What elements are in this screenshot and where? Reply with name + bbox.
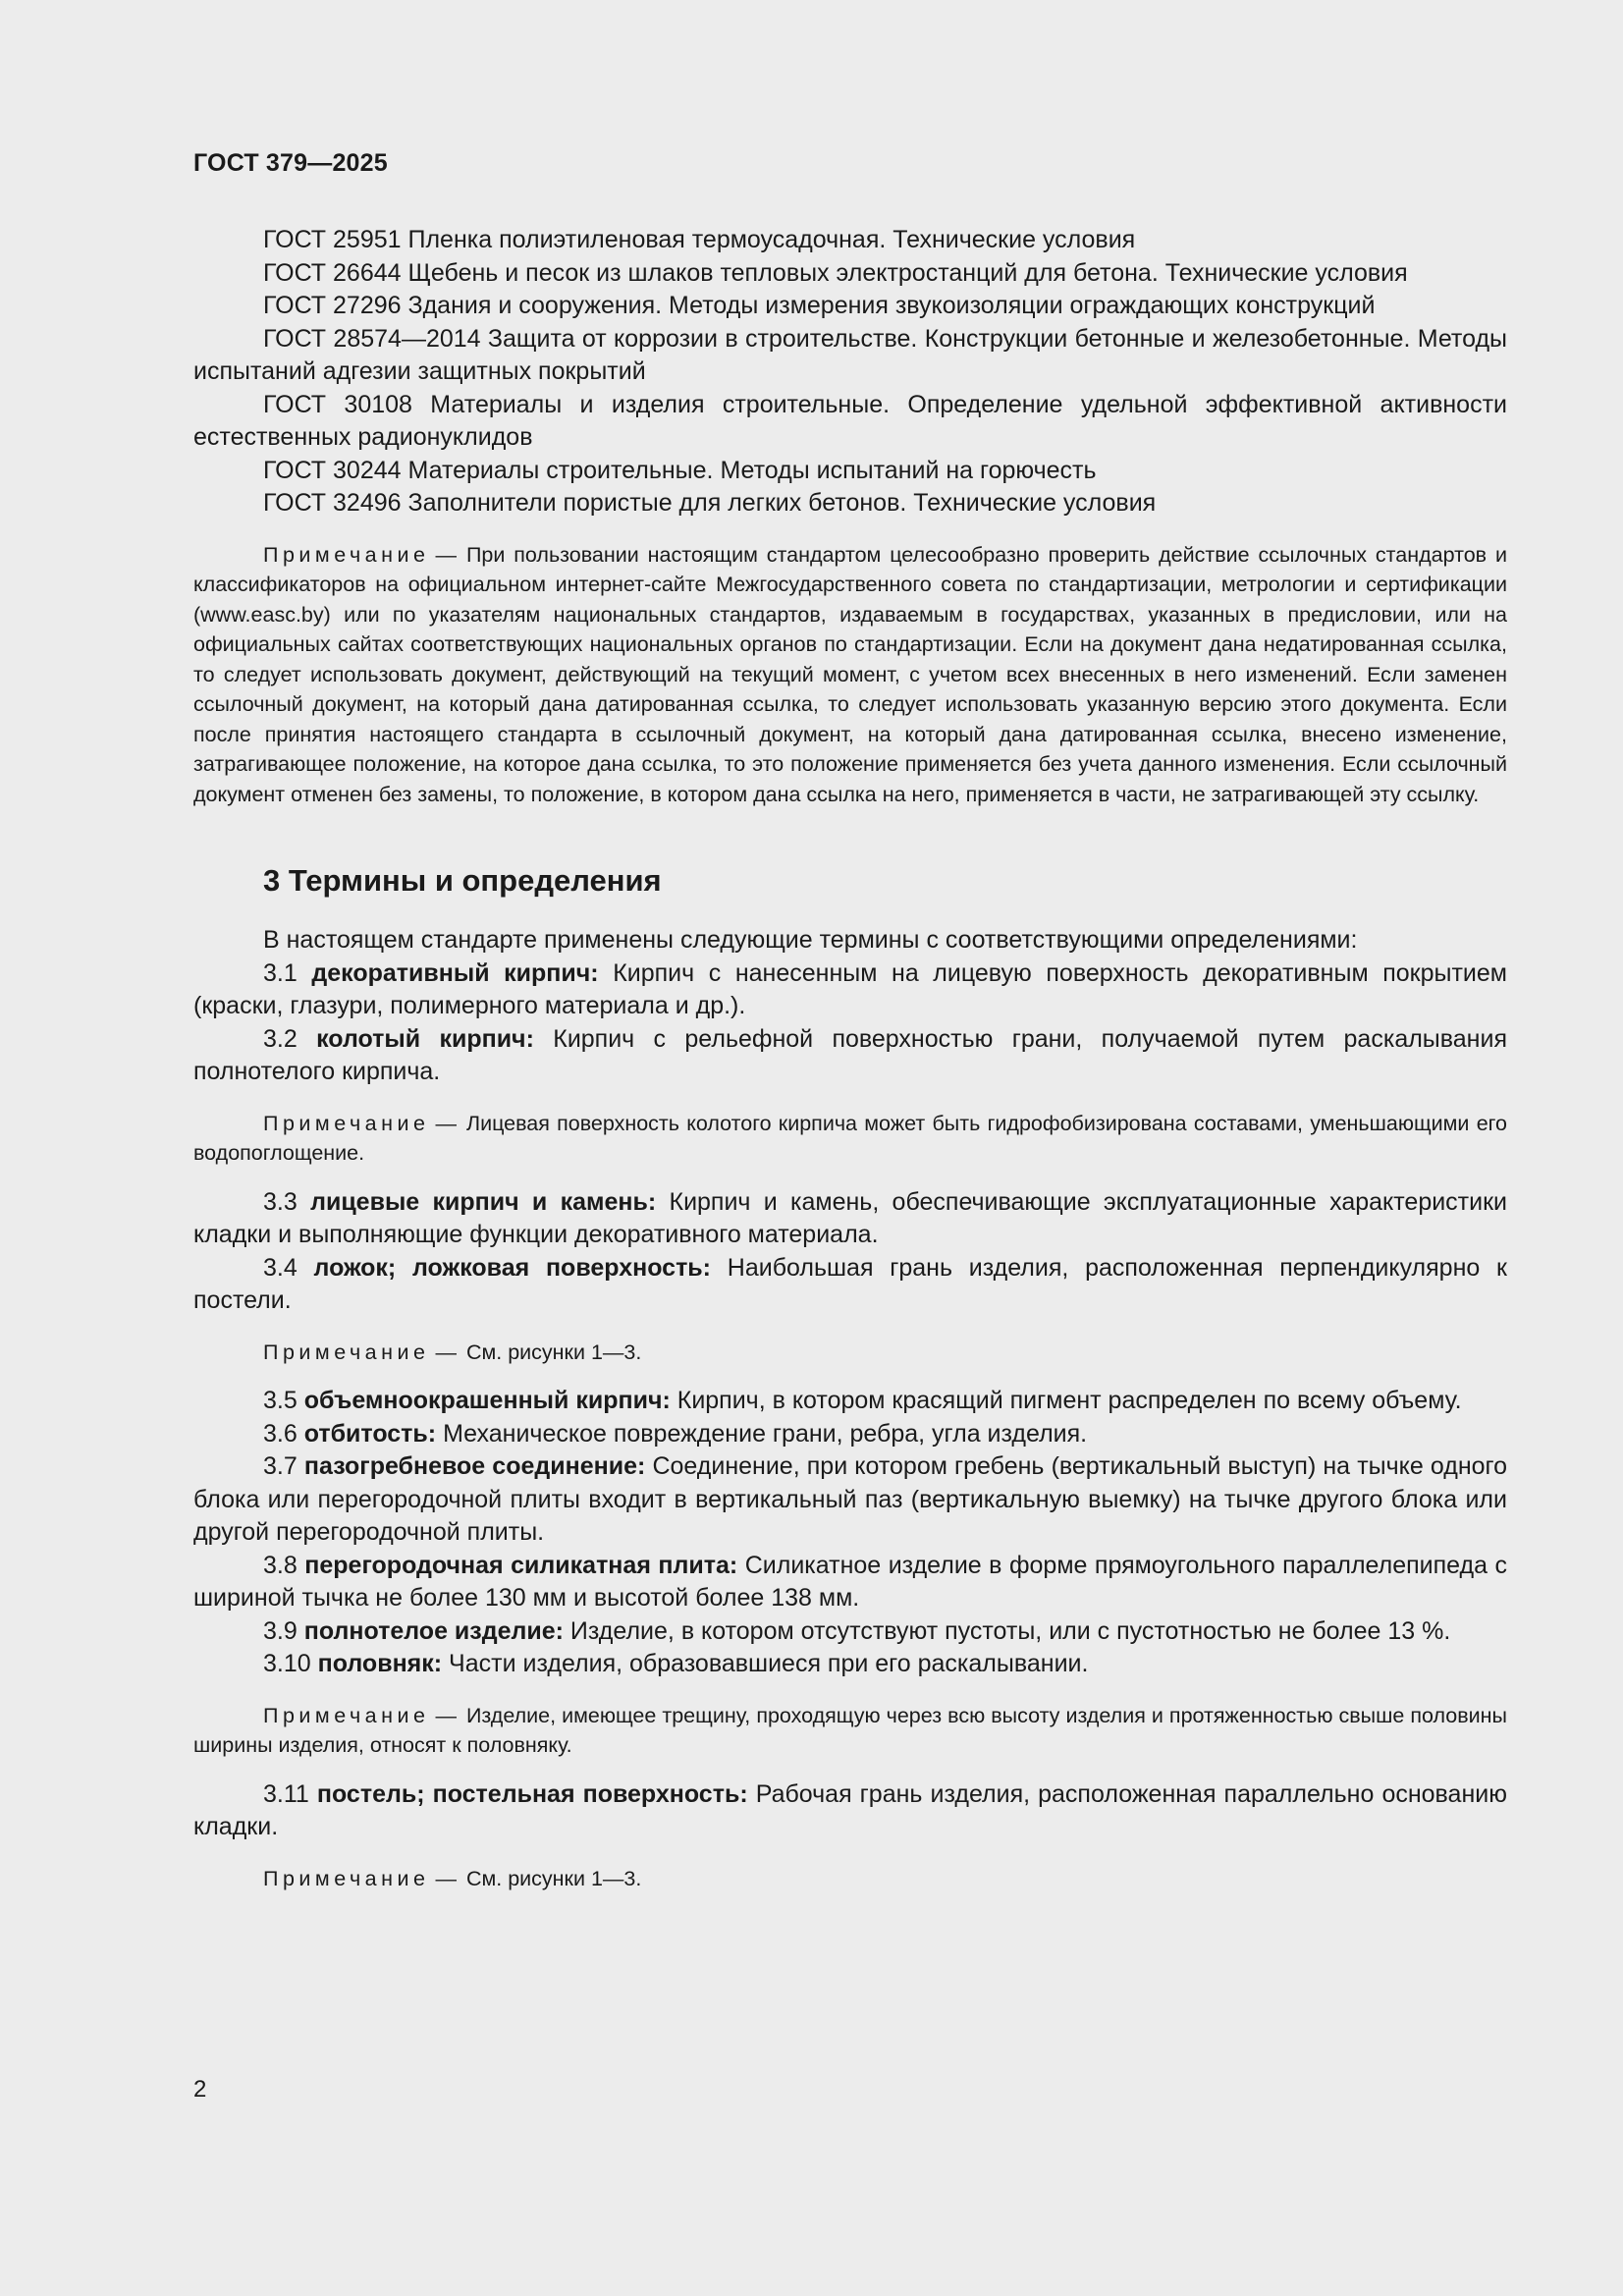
- term-text: Рабочая грань изделия, расположенная параллельно основанию кладки.: [193, 1779, 1507, 1840]
- note-label: Примечание: [263, 1339, 430, 1364]
- reference-item: ГОСТ 28574—2014 Защита от коррозии в строительстве. Конструкции бетонные и железобетонные. Методы испытаний адгезии защитных покрытий: [193, 324, 1507, 385]
- term-text: Кирпич и камень, обеспечивающие эксплуатационные характеристики кладки и выполняющие функции декоративного материала.: [193, 1187, 1508, 1248]
- note-label: Примечание: [263, 1866, 430, 1890]
- term-definition: [193, 1385, 1507, 1418]
- term-text: Кирпич, в котором красящий пигмент распределен по всему объему.: [676, 1387, 1462, 1414]
- term-text: Кирпич с нанесенным на лицевую поверхность декоративным покрытием (краски, глазури, полимерного материала и др.).: [193, 958, 1507, 1019]
- note-dash: —: [435, 1339, 457, 1364]
- term-number: 3.1: [263, 958, 298, 987]
- term-definition: [193, 1615, 1507, 1649]
- note-label: Примечание: [263, 1703, 430, 1727]
- term-note: [193, 1864, 1507, 1894]
- term-note: [193, 1109, 1507, 1169]
- term-number: 3.3: [263, 1187, 298, 1216]
- term-text: Механическое повреждение грани, ребра, угла изделия.: [443, 1419, 1088, 1448]
- term-name: перегородочная силикатная плита:: [304, 1551, 738, 1579]
- term-number: 3.6: [263, 1419, 298, 1448]
- page-number: 2: [193, 2076, 207, 2103]
- reference-item: ГОСТ 27296 Здания и сооружения. Методы измерения звукоизоляции ограждающих конструкций: [263, 292, 1376, 319]
- note-dash: —: [435, 1866, 457, 1890]
- term-name: половняк:: [317, 1650, 443, 1677]
- term-definition: [193, 1648, 1507, 1681]
- normative-references-list: [193, 224, 1507, 520]
- reference-item: ГОСТ 32496 Заполнители пористые для легких бетонов. Технические условия: [263, 489, 1157, 517]
- term-text: Кирпич с рельефной поверхностью грани, получаемой путем раскалывания полнотелого кирпича.: [193, 1024, 1507, 1085]
- note-text: См. рисунки 1—3.: [465, 1339, 642, 1364]
- term-number: 3.7: [263, 1452, 298, 1480]
- term-text: Части изделия, образовавшиеся при его раскалывании.: [449, 1650, 1089, 1677]
- term-definition: [193, 1023, 1507, 1089]
- note-dash: —: [435, 1703, 457, 1727]
- term-number: 3.10: [263, 1650, 311, 1677]
- term-definition: [193, 957, 1507, 1023]
- term-definition: [193, 1550, 1507, 1615]
- section-intro: В настоящем стандарте применены следующие термины с соответствующими определениями:: [263, 926, 1358, 954]
- term-number: 3.4: [263, 1253, 298, 1282]
- reference-item: ГОСТ 30108 Материалы и изделия строительные. Определение удельной эффективной активности естественных радионуклидов: [193, 390, 1507, 451]
- document-body: [193, 224, 1507, 1893]
- term-name: пазогребневое соединение:: [303, 1452, 646, 1480]
- term-name: постель; постельная поверхность:: [316, 1779, 748, 1808]
- term-definition: [193, 1252, 1507, 1318]
- note-label: Примечание: [263, 1111, 430, 1135]
- term-name: полнотелое изделие:: [303, 1616, 564, 1645]
- term-number: 3.11: [263, 1779, 309, 1808]
- note-text: Изделие, имеющее трещину, проходящую через всю высоту изделия и протяженностью свыше половины ширины изделия, относят к половняку.: [193, 1703, 1507, 1757]
- term-definition: [193, 1778, 1507, 1844]
- note-dash: —: [435, 542, 457, 567]
- reference-item: ГОСТ 25951 Пленка полиэтиленовая термоусадочная. Технические условия: [263, 226, 1136, 253]
- note-text: См. рисунки 1—3.: [465, 1866, 642, 1890]
- term-text: Изделие, в котором отсутствуют пустоты, или с пустотностью не более 13 %.: [569, 1616, 1451, 1645]
- reference-item: ГОСТ 30244 Материалы строительные. Методы испытаний на горючесть: [263, 456, 1097, 484]
- term-name: объемноокрашенный кирпич:: [303, 1387, 671, 1414]
- term-name: ложок; ложковая поверхность:: [313, 1253, 712, 1282]
- section-heading: 3 Термины и определения: [263, 863, 662, 898]
- note-label: Примечание: [263, 542, 430, 567]
- note-dash: —: [435, 1111, 457, 1135]
- term-name: отбитость:: [303, 1419, 437, 1448]
- term-text: Наибольшая грань изделия, расположенная перпендикулярно к постели.: [193, 1253, 1507, 1314]
- term-number: 3.9: [263, 1616, 298, 1645]
- term-number: 3.2: [263, 1024, 298, 1053]
- term-text: Соединение, при котором гребень (вертикальный выступ) на тычке одного блока или перегородочной плиты входит в вертикальный паз (вертикальную выемку) на тычке другого блока или другой перегородочной плиты.: [193, 1452, 1508, 1546]
- note-text: При пользовании настоящим стандартом целесообразно проверить действие ссылочных стандартов и классификаторов на официальном интернет-сайте Межгосударственного совета по стандартизации, метрологии и сертификации (www.easc.by) или по указателям национальных стандартов, издаваемым в государствах, указанных в предисловии, или на официальных сайтах соответствующих национальных органов по стандартизации. Если на документ дана недатированная ссылка, то следует использовать документ, действующий на текущий момент, с учетом всех внесенных в него изменений. Если заменен ссылочный документ, на который дана датированная ссылка, то следует использовать указанную версию этого документа. Если после принятия настоящего стандарта в ссылочный документ, на который дана датированная ссылка, внесено изменение, затрагивающее положение, на которое дана ссылка, то это положение применяется без учета данного изменения. Если ссылочный документ отменен без замены, то положение, в котором дана ссылка на него, применяется в части, не затрагивающей эту ссылку.: [193, 542, 1507, 806]
- term-name: колотый кирпич:: [316, 1024, 534, 1053]
- term-definition: [193, 1186, 1507, 1252]
- term-number: 3.8: [263, 1551, 298, 1579]
- note-text: Лицевая поверхность колотого кирпича может быть гидрофобизирована составами, уменьшающими его водопоглощение.: [193, 1111, 1507, 1165]
- term-definition: [193, 1418, 1507, 1451]
- term-name: лицевые кирпич и камень:: [310, 1187, 657, 1216]
- reference-item: ГОСТ 26644 Щебень и песок из шлаков тепловых электростанций для бетона. Технические условия: [263, 258, 1408, 287]
- term-name: декоративный кирпич:: [311, 958, 599, 987]
- term-note: [193, 1701, 1507, 1761]
- term-number: 3.5: [263, 1387, 298, 1414]
- term-note: [193, 1338, 1507, 1368]
- document-header-title: ГОСТ 379—2025: [193, 149, 388, 177]
- term-text: Силикатное изделие в форме прямоугольного параллелепипеда с шириной тычка не более 130 мм и высотой более 138 мм.: [193, 1551, 1507, 1612]
- term-definition: [193, 1450, 1507, 1550]
- reference-note: [193, 540, 1507, 810]
